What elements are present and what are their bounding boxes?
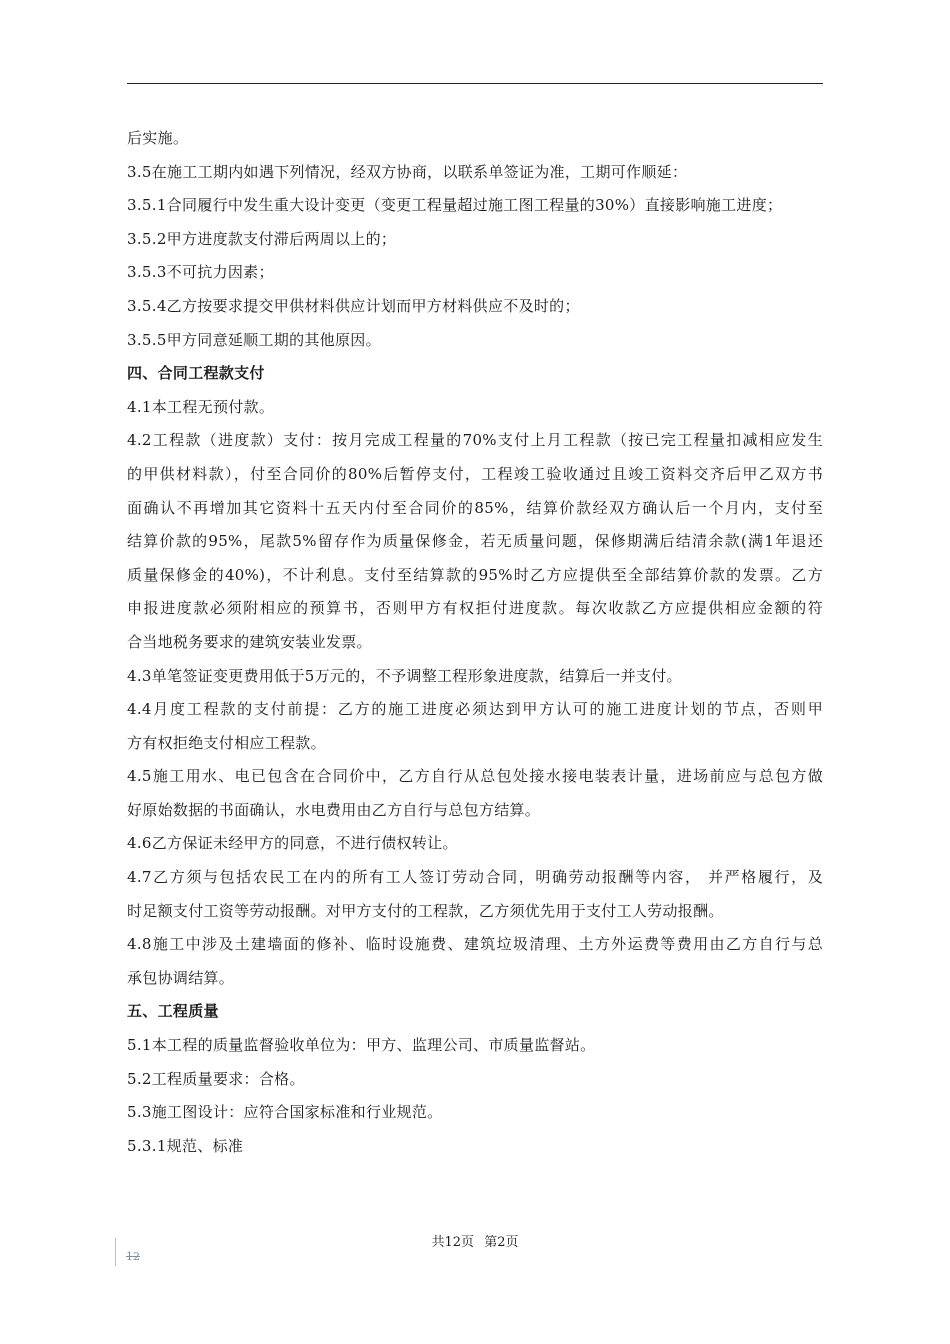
section-heading: 五、工程质量: [127, 1002, 219, 1021]
header-rule: [127, 83, 823, 84]
margin-page-number: 12: [126, 1250, 140, 1263]
paragraph-line: 3.5.4乙方按要求提交甲供材料供应计划而甲方材料供应不及时的；: [127, 296, 580, 315]
paragraph-line: 5.3施工图设计：应符合国家标准和行业规范。: [127, 1103, 443, 1122]
paragraph-line: 4.2工程款（进度款）支付：按月完成工程量的70%支付上月工程款（按已完工程量扣减相应发生: [127, 431, 823, 450]
paragraph-line: 3.5.2甲方进度款支付滞后两周以上的；: [127, 229, 397, 248]
paragraph-line: 申报进度款必须附相应的预算书，否则甲方有权拒付进度款。每次收款乙方应提供相应金额的符: [127, 599, 823, 618]
paragraph-line: 4.3单笔签证变更费用低于5万元的，不予调整工程形象进度款，结算后一并支付。: [127, 666, 682, 685]
paragraph-line: 的甲供材料款），付至合同价的80%后暂停支付，工程竣工验收通过且竣工资料交齐后甲乙双方书: [127, 464, 823, 483]
paragraph-line: 5.1本工程的质量监督验收单位为：甲方、监理公司、市质量监督站。: [127, 1036, 596, 1055]
paragraph-line: 时足额支付工资等劳动报酬。对甲方支付的工程款，乙方须优先用于支付工人劳动报酬。: [127, 901, 724, 920]
paragraph-line: 质量保修金的40%)，不计利息。支付至结算款的95%时乙方应提供至全部结算价款的发票。乙方: [127, 565, 823, 584]
document-body: [127, 122, 823, 1163]
paragraph-line: 5.3.1规范、标准: [127, 1136, 244, 1155]
paragraph-line: 面确认不再增加其它资料十五天内付至合同价的85%，结算价款经双方确认后一个月内，支付至: [127, 498, 823, 517]
paragraph-line: 3.5.1合同履行中发生重大设计变更（变更工程量超过施工图工程量的30%）直接影响施工进度；: [127, 196, 783, 215]
paragraph-line: 好原始数据的书面确认，水电费用由乙方自行与总包方结算。: [127, 800, 541, 819]
paragraph-line: 合当地税务要求的建筑安装业发票。: [127, 632, 372, 651]
paragraph-line: 3.5在施工工期内如遇下列情况，经双方协商，以联系单签证为准，工期可作顺延：: [127, 162, 688, 181]
current-page-label: 第2页: [484, 1235, 519, 1250]
paragraph-line: 方有权拒绝支付相应工程款。: [127, 733, 326, 752]
margin-marker: [115, 1238, 116, 1266]
paragraph-line: 承包协调结算。: [127, 968, 235, 987]
paragraph-line: 4.4月度工程款的支付前提：乙方的施工进度必须达到甲方认可的施工进度计划的节点，否则甲: [127, 700, 823, 719]
page-footer: [0, 1234, 950, 1252]
section-heading: 四、合同工程款支付: [127, 364, 265, 383]
paragraph-line: 4.5施工用水、电已包含在合同价中，乙方自行从总包处接水接电装表计量，进场前应与总包方做: [127, 767, 823, 786]
paragraph-line: 4.7乙方须与包括农民工在内的所有工人签订劳动合同，明确劳动报酬等内容， 并严格履行，及: [127, 868, 823, 887]
paragraph-line: 4.6乙方保证未经甲方的同意，不进行债权转让。: [127, 834, 458, 853]
paragraph-line: 后实施。: [127, 129, 189, 147]
paragraph-line: 结算价款的95%，尾款5%留存作为质量保修金，若无质量问题，保修期满后结清余款(满1年退还: [127, 532, 823, 551]
paragraph-line: 4.8施工中涉及土建墙面的修补、临时设施费、建筑垃圾清理、土方外运费等费用由乙方自行与总: [127, 935, 823, 954]
paragraph-line: 5.2工程质量要求：合格。: [127, 1069, 305, 1088]
paragraph-line: 4.1本工程无预付款。: [127, 397, 275, 416]
paragraph-line: 3.5.3不可抗力因素；: [127, 263, 274, 282]
paragraph-line: 3.5.5甲方同意延顺工期的其他原因。: [127, 330, 381, 349]
total-pages-label: 共12页: [431, 1235, 475, 1250]
